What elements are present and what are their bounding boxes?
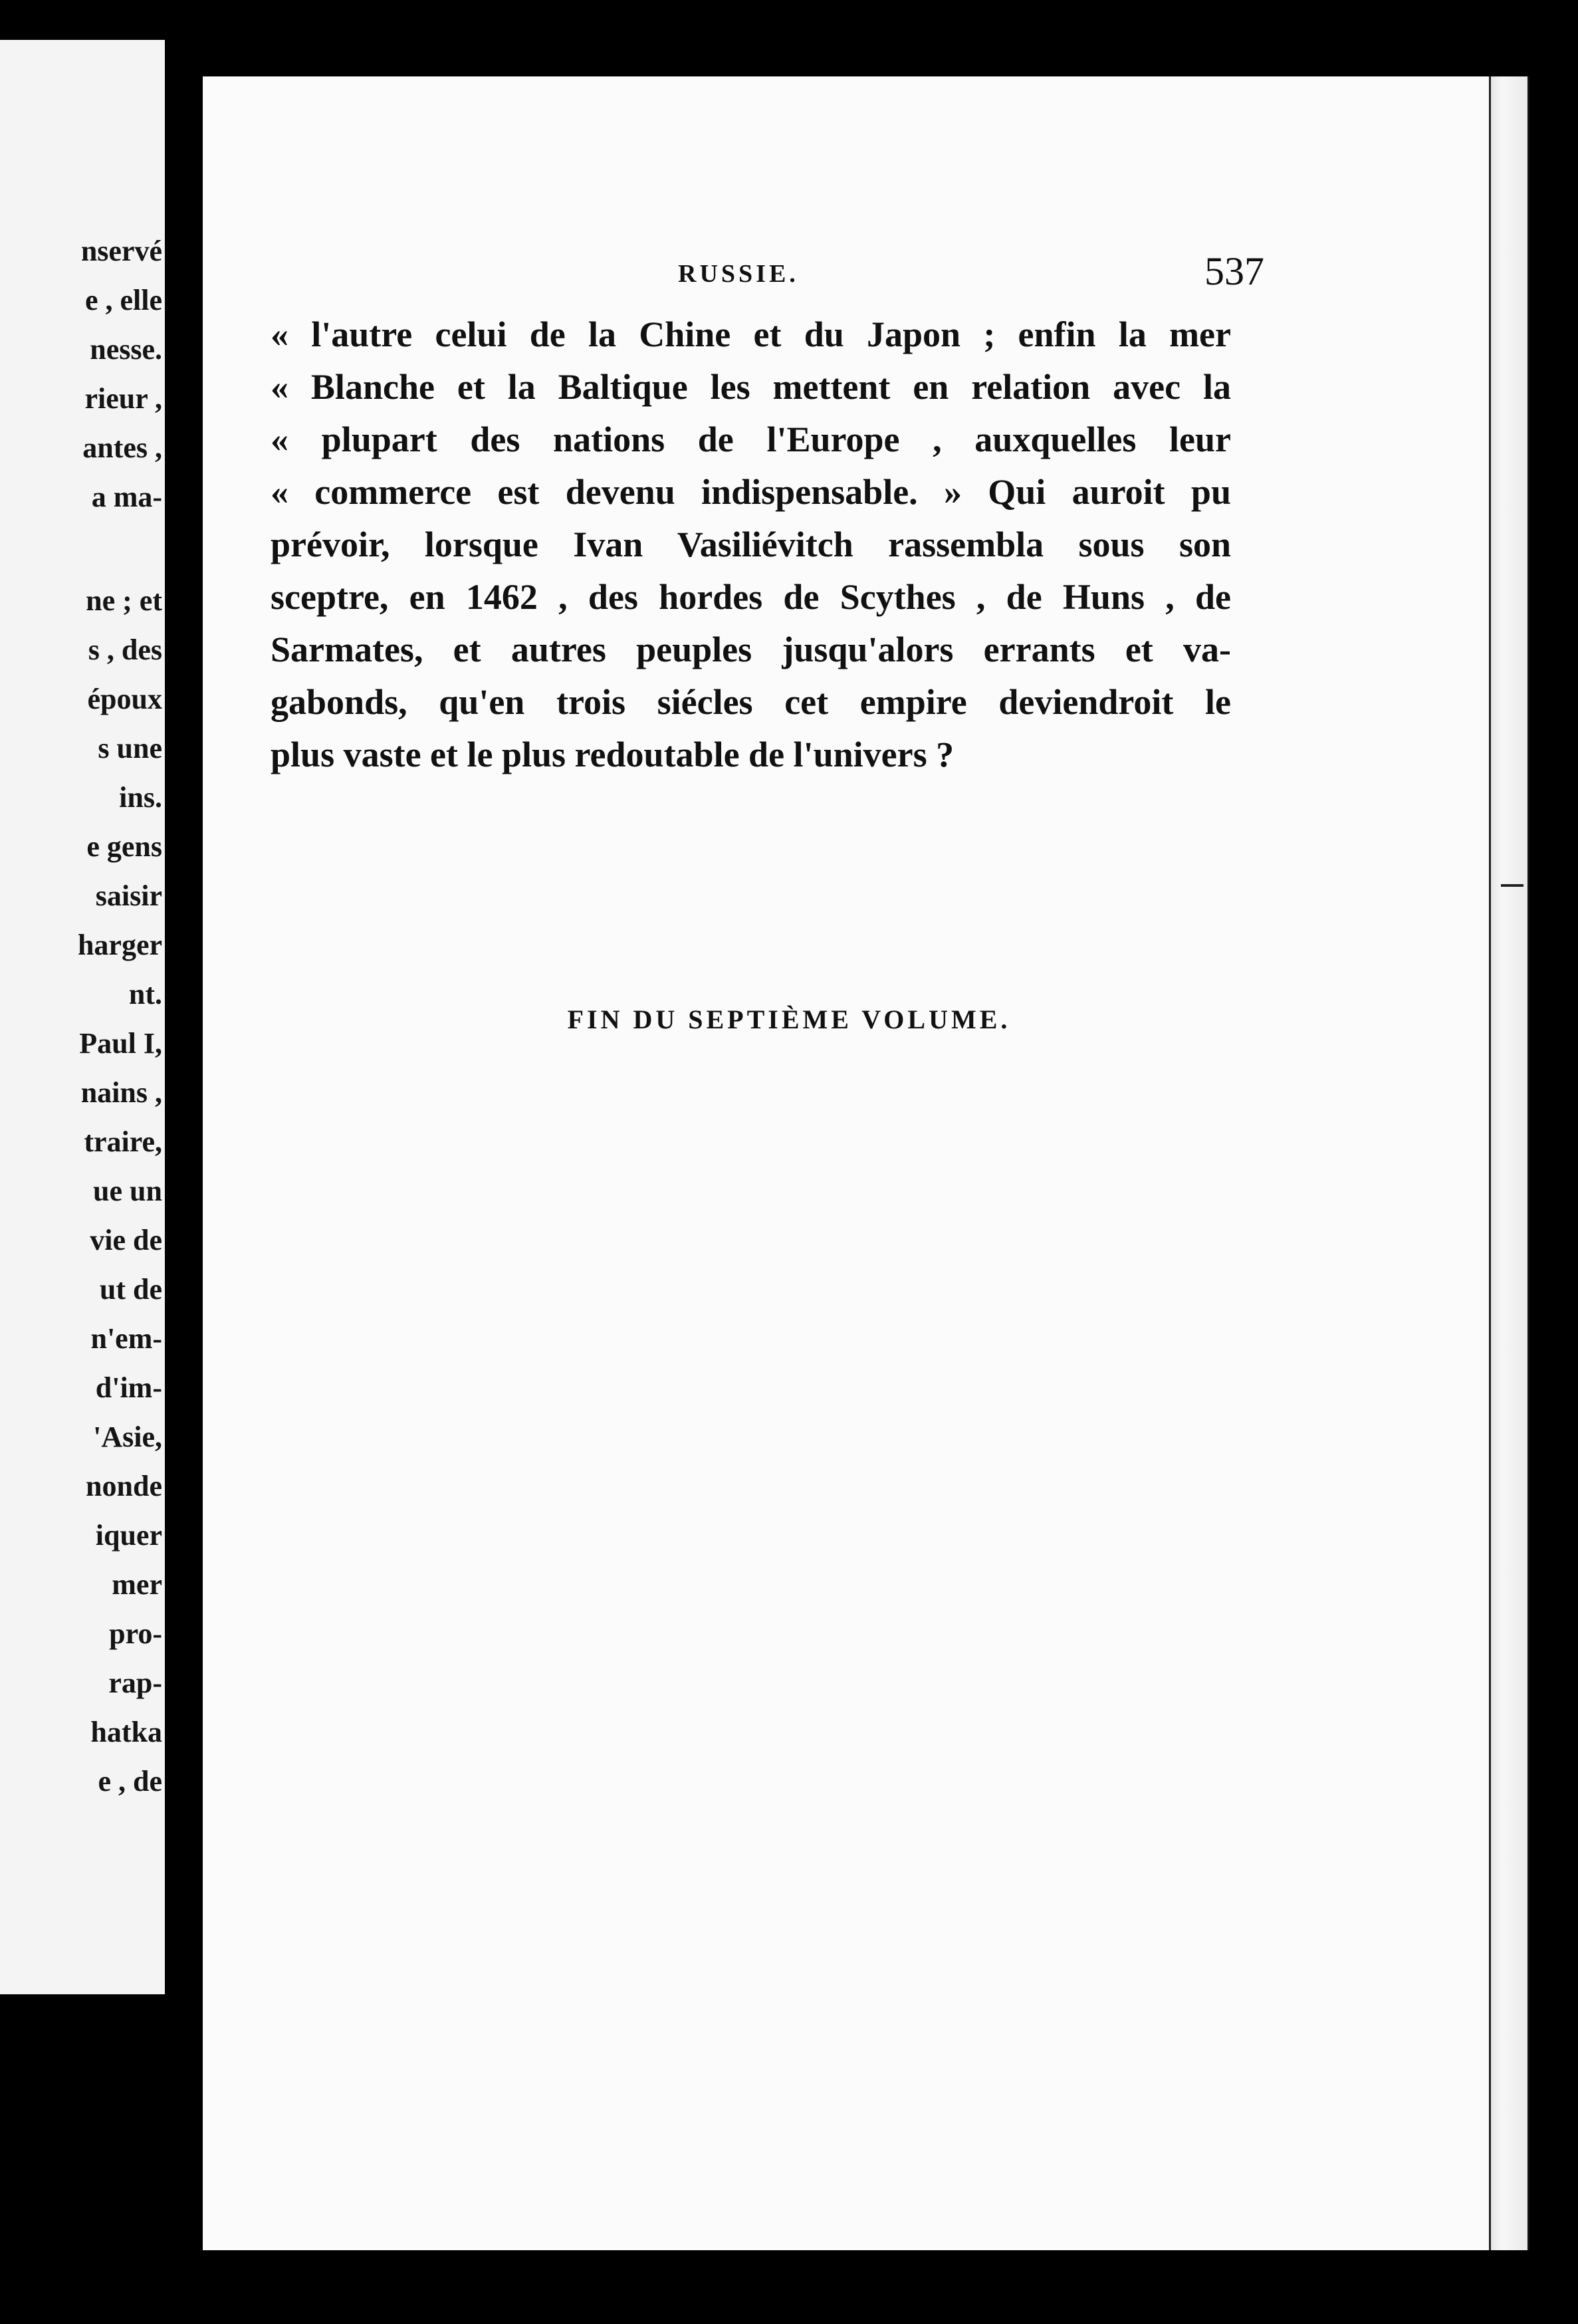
running-head: RUSSIE. (678, 260, 799, 288)
left-page-line: nonde (86, 1470, 162, 1502)
left-page-line: ins. (119, 781, 162, 814)
left-page-line: n'em- (90, 1322, 162, 1355)
left-page-line: nains , (80, 1076, 162, 1109)
book-spine (165, 0, 205, 2324)
left-page-line: mer (112, 1568, 162, 1601)
left-page-line: antes , (82, 431, 162, 464)
left-page-line: a ma- (91, 481, 162, 513)
left-page-line: nt. (128, 978, 162, 1010)
left-page-line: époux (87, 683, 162, 715)
left-page-line: e , de (98, 1765, 162, 1798)
left-page-line: saisir (95, 879, 162, 912)
margin-mark (1501, 884, 1523, 887)
left-page-line: pro- (109, 1617, 162, 1650)
body-line: prévoir, lorsque Ivan Vasiliévitch rassembla sous son (271, 524, 1231, 564)
body-line: gabonds, qu'en trois siécles cet empire deviendroit le (271, 682, 1231, 722)
left-page-line: rieur , (84, 382, 162, 415)
left-page-line: d'im- (95, 1371, 162, 1404)
body-line: Sarmates, et autres peuples jusqu'alors errants et va- (271, 630, 1231, 669)
left-page-line: 'Asie, (93, 1421, 162, 1453)
left-page-line: vie de (90, 1224, 162, 1256)
left-page-line: e gens (86, 830, 162, 863)
left-page-line: s , des (88, 634, 162, 666)
left-page-line: s une (98, 732, 162, 764)
left-page-line: iquer (95, 1519, 162, 1552)
left-page-line: harger (77, 929, 162, 961)
left-page-line: hatka (90, 1716, 162, 1748)
left-page-line: traire, (84, 1125, 162, 1158)
page-number: 537 (1204, 249, 1264, 293)
body-line: « plupart des nations de l'Europe , auxquelles leur (271, 419, 1231, 459)
body-line: sceptre, en 1462 , des hordes de Scythes , de Huns , de (271, 577, 1231, 617)
body-line: « l'autre celui de la Chine et du Japon ; enfin la mer (271, 314, 1231, 354)
left-page-line: ut de (99, 1273, 162, 1306)
left-page-line: rap- (108, 1667, 162, 1699)
body-line: plus vaste et le plus redoutable de l'univers ? (271, 735, 955, 774)
body-text (271, 308, 1231, 781)
left-page-line: ne ; et (86, 584, 162, 617)
left-page-line: nesse. (90, 333, 162, 366)
left-page-line: e , elle (84, 284, 162, 316)
body-line: « commerce est devenu indispensable. » Qui auroit pu (271, 472, 1231, 512)
left-page-line: Paul I, (79, 1027, 162, 1060)
left-page-line: ue un (93, 1175, 162, 1207)
body-line: « Blanche et la Baltique les mettent en relation avec la (271, 367, 1231, 407)
left-page-line: nservé (80, 235, 162, 267)
page-edge (1489, 76, 1529, 2250)
end-of-volume-mark: FIN DU SEPTIÈME VOLUME. (567, 1004, 1011, 1034)
